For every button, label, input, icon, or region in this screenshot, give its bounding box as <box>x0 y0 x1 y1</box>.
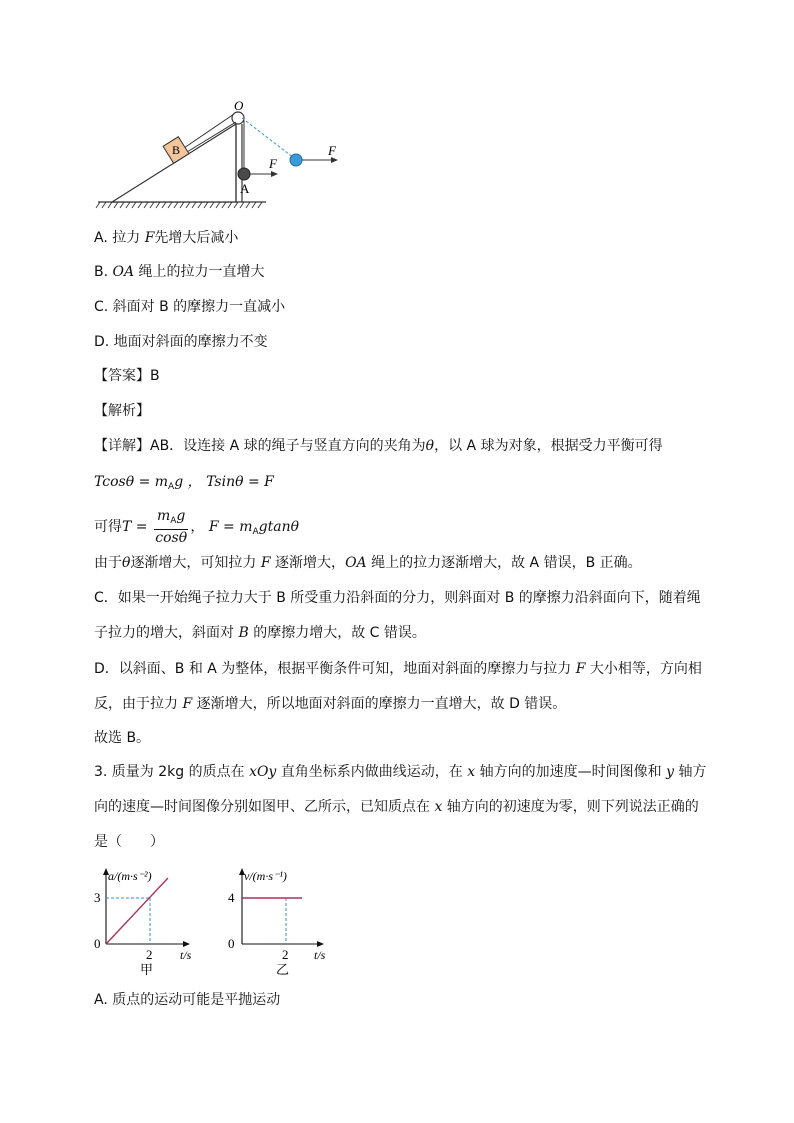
label-F-ball-A: F <box>269 156 277 171</box>
detail-line-7: 反，由于拉力 F 逐渐增大，所以地面对斜面的摩擦力一直增大，故 D 错误。 <box>94 696 567 712</box>
detail-line-6: D．以斜面、B 和 A 为整体，根据平衡条件可知，地面对斜面的摩擦力与拉力 F 大小相等，方向相 <box>94 661 702 677</box>
option-A: A. 拉力 F先增大后减小 <box>94 230 239 246</box>
question-3-line-1: 3. 质量为 2kg 的质点在 xOy 直角坐标系内做曲线运动，在 x 轴方向的加速度—时间图像和 y 轴方 <box>94 764 707 780</box>
question-3-line-2: 向的速度—时间图像分别如图甲、乙所示，已知质点在 x 轴方向的初速度为零，则下列说法正确的 <box>94 799 699 815</box>
label-B: B <box>172 143 181 157</box>
detail-line-1: 【详解】AB．设连接 A 球的绳子与竖直方向的夹角为θ，以 A 球为对象，根据受力平衡可得 <box>94 438 663 454</box>
jia-ytick: 3 <box>94 890 101 905</box>
label-F-ball-2: F <box>328 143 336 158</box>
jia-line <box>106 878 168 944</box>
yi-origin: 0 <box>228 936 235 951</box>
graph-yi <box>222 864 342 978</box>
graph-jia <box>88 864 208 978</box>
yi-caption: 乙 <box>276 962 290 977</box>
answer: 【答案】B <box>94 368 160 384</box>
jia-origin: 0 <box>94 936 101 951</box>
detail-line-3: 由于θ逐渐增大，可知拉力 F 逐渐增大，OA 绳上的拉力逐渐增大，故 A 错误，B 正确。 <box>94 555 642 571</box>
fraction: $\frac{m_Ag}{\cos\theta}$ <box>155 508 188 546</box>
question-3-option-A: A. 质点的运动可能是平抛运动 <box>94 992 281 1008</box>
label-A: A <box>240 181 250 196</box>
jia-xlabel: t/s <box>180 948 192 962</box>
detail-line-5: 子拉力的增大，斜面对 B 的摩擦力增大，故 C 错误。 <box>94 625 426 641</box>
jia-xtick: 2 <box>146 947 153 962</box>
question-3-line-3: 是（ ） <box>94 834 164 850</box>
option-C: C. 斜面对 B 的摩擦力一直减小 <box>94 299 286 315</box>
option-B: B. OA 绳上的拉力一直增大 <box>94 264 265 280</box>
yi-xtick: 2 <box>282 947 289 962</box>
label-O: O <box>234 98 244 113</box>
jia-ylabel: a/(m·s⁻²) <box>108 869 152 883</box>
yi-ytick: 4 <box>228 890 235 905</box>
equation-1: $Tcos\theta = m_Ag$ ， Tsinθ = F <box>94 474 274 492</box>
yi-ylabel: v/(m·s⁻¹) <box>244 869 287 883</box>
option-D: D. 地面对斜面的摩擦力不变 <box>94 334 268 350</box>
incline-pulley-figure <box>90 96 370 214</box>
equation-2: 可得T = $\frac{m_Ag}{\cos\theta}$ ， $F = m_Agtan\theta$ <box>94 508 300 546</box>
yi-xlabel: t/s <box>314 948 326 962</box>
jia-caption: 甲 <box>140 962 154 977</box>
detail-line-8: 故选 B。 <box>94 730 151 746</box>
analysis-title: 【解析】 <box>94 403 150 419</box>
detail-line-4: C．如果一开始绳子拉力大于 B 所受重力沿斜面的分力，则斜面对 B 的摩擦力沿斜面向下，随着绳 <box>94 590 701 606</box>
